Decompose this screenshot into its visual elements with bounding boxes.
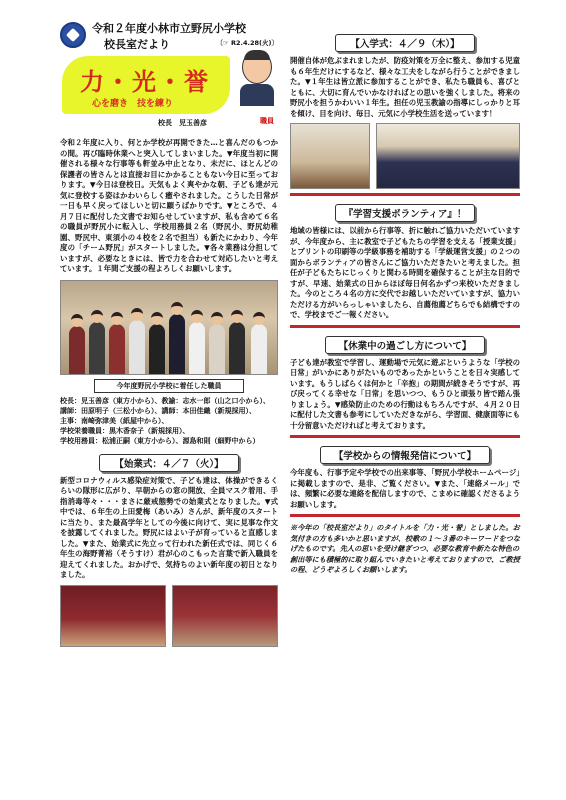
welcome-photo xyxy=(172,585,278,647)
banner-subtitle: 心を磨き 技を練り xyxy=(92,99,174,109)
class-photo xyxy=(376,123,520,189)
section-divider xyxy=(290,325,520,328)
title-banner xyxy=(62,56,230,114)
staff-line: 校長：児玉善彦（東方小から）、教諭：志水一郎（山之口小から）、 xyxy=(60,396,270,405)
section-divider xyxy=(290,435,520,438)
banner-title: 力・光・誉 xyxy=(80,67,210,96)
author-name: 校長 児玉善彦 xyxy=(158,119,207,127)
volunteer-paragraph: 地域の皆様には、以前から行事等、折に触れご協力いただいていますが、今年度から、主に教室で子どもたちの学習を支える「授業支援」とプリントの印刷等の学級事務を補助する「学級運営支援」の２つの面からボランティアの皆さんにご協力いただきたいと考えました。担任が子どもたちにじっくりと関わる時間を確保することが主な目的ですが、早速、始業式の日からほぼ毎日何名かずつ来校いただきました。今のところ４名の方に交代でお越しいただいていますが、協力いただける方がいらっしゃいましたら、自薦他薦どちらでも結構ですので、学校までご一報ください。 xyxy=(290,226,520,319)
author-stamp: 職員 xyxy=(260,117,274,125)
start-ceremony-heading: 【始業式：４／７（火）】 xyxy=(99,454,239,472)
school-emblem-icon xyxy=(60,22,86,48)
staff-line: 主事：南崎弥津美（紙屋中から）、 xyxy=(60,416,169,425)
left-column xyxy=(60,18,278,647)
volunteer-heading: 『学習支援ボランティア』！ xyxy=(335,204,475,222)
title-note: ※今年の「校長室だより」のタイトルを「力・光・誉」としました。お気付きの方も多いかと思いますが、校歌の１～３番のキーワードをつなげたものです。先人の思いを受け継ぎつつ、必要な教育や新たな特色の創出等にも積極的に取り組んでいきたいと考えておりますので、ご教授の程、どうぞよろしくお願いします。 xyxy=(290,523,521,574)
newsletter-name: 校長室だより xyxy=(104,38,170,51)
right-column xyxy=(290,18,520,576)
info-heading: 【学校からの情報発信について】 xyxy=(320,446,490,464)
staff-group-photo xyxy=(60,280,278,375)
section-divider xyxy=(290,193,520,196)
holiday-paragraph: 子ども達が教室で学習し、運動場で元気に遊ぶというような「学校の日常」がいかにありがたいものであったかということを日々実感しています。もうしばらくは何かと「辛抱」の期間が続きそうですが、再び戻ってくる幸せな「日常」を思いつつ、もうひと頑張り皆で踏ん張りましょう。▼感染防止のための行動はもちろんですが、４月２０日に配付した文書も参考にしていただきながら、学習面、健康面等にも十分留意いただければと考えております。 xyxy=(290,357,520,430)
newsletter-header xyxy=(60,18,278,138)
entrance-ceremony-paragraph: 開催自体が危ぶまれましたが、防疫対策を万全に整え、参加する児童も６年生だけにするなど、様々な工夫をしながら行うことができました。▼１年生は皆立派に参加することができ、私たち職員も、喜びとともに、大切に育んでいかなければとの思いを強くしました。将来の野尻小を担うかわいい１年生。担任の児玉教諭の指導にしっかりと耳を傾け、目を向け、毎日、元気に小学校生活を送っています！ xyxy=(290,56,520,118)
info-paragraph: 今年度も、行事予定や学校での出来事等、「野尻小学校ホームページ」に掲載しますので、是非、ご覧ください。▼また、「連絡メール」では、頻繁に必要な連絡を配信しますので、こまめに確認くださるようお願いします。 xyxy=(290,468,520,509)
podium-photo xyxy=(290,123,370,189)
staff-line: 学校用務員：松浦正嗣（東方小から）、源島和則（細野中から） xyxy=(60,436,260,445)
staff-list xyxy=(60,396,278,446)
school-name: 令和２年度小林市立野尻小学校 xyxy=(92,22,246,35)
entrance-ceremony-heading: 【入学式：４／９（木）】 xyxy=(335,34,475,52)
entrance-ceremony-photos xyxy=(290,123,520,189)
principal-caricature-icon xyxy=(236,48,278,108)
holiday-heading: 【休業中の過ごし方について】 xyxy=(325,336,485,354)
intro-paragraph: 令和２年度に入り、何とか学校が再開できた…と喜んだのもつかの間。再び臨時休業へと突入してしまいました。▼年度当初に開催される様々な行事等も軒並み中止となり、未だに、ほとんどの保護者の皆さんとは直接お目にかかることもない今日に至っております。▼今日は登校日。天気もよく爽やかな朝、子ども達が元気に登校する姿はかわいらしく癒やされました。こうした日常が一日も早く戻ってほしいと切に願うばかりです。▼ところで、４月７日に配付した文書でお知らせしていますが、私も含めて６名の職員が野尻小に転入し、学校用務員２名（野尻小、野尻幼稚園、野尻中、東須小の４校を２名で担当）も新たにかわり、今年度の「チーム野尻」がスタートしました。▼各々業務は分担していますが、必要なときには、皆で力を合わせて対応したいと考えています。１年間ご支援の程よろしくお願いします。 xyxy=(60,138,278,273)
speech-photo xyxy=(60,585,166,647)
staff-line: 学校栄養職員：黒木香奈子（新規採用）、 xyxy=(60,426,190,435)
issue-date: 〔☞ R2.4.28(火)〕 xyxy=(216,39,278,47)
start-ceremony-paragraph: 新型コロナウィルス感染症対策で、子ども達は、体操ができるくらいの隊形に広がり、早朝からの窓の開放、全員マスク着用、手指消毒等々・・・まさに厳戒態勢での始業式となりました。▼式中では、６年生の上田愛梅（あいみ）さんが、新年度のスタートに当たり、また最高学年としての今後に向けて、実に見事な作文を披露してくれました。野尻にはよい子が育っていると直感しました。▼また、始業式に先立って行われた新任式では、同じく６年生の海野菁裕（そうすけ）君が心のこもった言葉で新入職員を迎えてくれました。おかげで、気持ちのよい新年度の初日となりました。 xyxy=(60,475,278,579)
section-divider xyxy=(290,514,520,517)
staff-photo-caption: 今年度野尻小学校に着任した職員 xyxy=(94,379,244,393)
staff-line: 講師：田原明子（三松小から）、講師：本田佳織（新規採用）、 xyxy=(60,406,256,415)
start-ceremony-photos xyxy=(60,585,278,647)
